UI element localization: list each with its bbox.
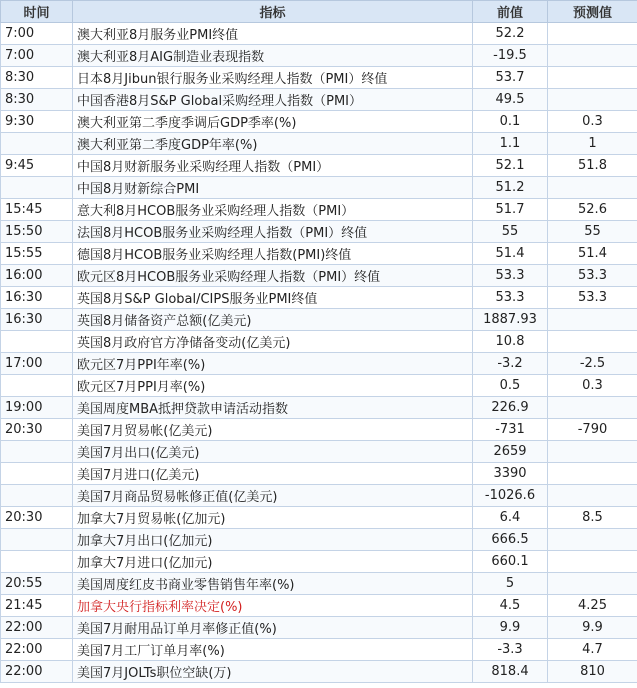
row-indicator: 美国7月耐用品订单月率修正值(%) [73,617,473,639]
table-row [1,639,637,661]
row-indicator: 欧元区7月PPI年率(%) [73,353,473,375]
row-previous: 666.5 [473,529,548,551]
row-indicator: 美国7月出口(亿美元) [73,441,473,463]
row-forecast: -2.5 [548,353,637,375]
row-previous: 53.3 [473,287,548,309]
row-indicator: 德国8月HCOB服务业采购经理人指数(PMI)终值 [73,243,473,265]
table-row [1,133,637,155]
row-previous: 5 [473,573,548,595]
table-row [1,551,637,573]
table-row [1,89,637,111]
header-previous: 前值 [473,1,548,23]
table-row [1,419,637,441]
table-row [1,265,637,287]
row-time [1,375,73,397]
row-time: 16:30 [1,287,73,309]
row-indicator: 欧元区8月HCOB服务业采购经理人指数（PMI）终值 [73,265,473,287]
row-time [1,551,73,573]
row-indicator: 美国7月JOLTs职位空缺(万) [73,661,473,683]
row-indicator: 欧元区7月PPI月率(%) [73,375,473,397]
row-indicator: 中国8月财新服务业采购经理人指数（PMI） [73,155,473,177]
row-previous: 52.2 [473,23,548,45]
row-forecast [548,89,637,111]
row-forecast [548,529,637,551]
row-time: 19:00 [1,397,73,419]
row-time: 16:30 [1,309,73,331]
row-time [1,485,73,507]
row-forecast: 52.6 [548,199,637,221]
row-indicator: 美国7月贸易帐(亿美元) [73,419,473,441]
row-previous: -19.5 [473,45,548,67]
row-forecast: 810 [548,661,637,683]
table-row [1,67,637,89]
row-time: 8:30 [1,67,73,89]
row-time: 22:00 [1,661,73,683]
row-forecast: -790 [548,419,637,441]
table-row [1,617,637,639]
row-forecast [548,441,637,463]
row-forecast: 51.8 [548,155,637,177]
row-time: 15:55 [1,243,73,265]
row-forecast: 8.5 [548,507,637,529]
row-previous: 51.7 [473,199,548,221]
table-row [1,595,637,617]
row-previous: 0.5 [473,375,548,397]
row-previous: 1887.93 [473,309,548,331]
row-forecast: 4.7 [548,639,637,661]
row-previous: 53.7 [473,67,548,89]
row-forecast: 1 [548,133,637,155]
row-time: 15:45 [1,199,73,221]
header-time: 时间 [1,1,73,23]
row-time: 16:00 [1,265,73,287]
row-indicator: 英国8月S&P Global/CIPS服务业PMI终值 [73,287,473,309]
row-forecast: 0.3 [548,375,637,397]
row-previous: 226.9 [473,397,548,419]
row-indicator: 英国8月政府官方净储备变动(亿美元) [73,331,473,353]
row-previous: 52.1 [473,155,548,177]
row-time: 22:00 [1,617,73,639]
table-header [1,1,637,23]
table-row [1,485,637,507]
table-row [1,177,637,199]
row-previous: 10.8 [473,331,548,353]
row-indicator: 美国7月进口(亿美元) [73,463,473,485]
row-time: 7:00 [1,45,73,67]
row-forecast: 0.3 [548,111,637,133]
table-row [1,155,637,177]
row-indicator: 美国周度MBA抵押贷款申请活动指数 [73,397,473,419]
row-indicator: 加拿大央行指标利率决定(%) [73,595,473,617]
table-row [1,507,637,529]
row-previous: 0.1 [473,111,548,133]
row-indicator: 加拿大7月出口(亿加元) [73,529,473,551]
row-indicator: 意大利8月HCOB服务业采购经理人指数（PMI） [73,199,473,221]
row-time: 21:45 [1,595,73,617]
row-time [1,463,73,485]
header-row [1,1,637,23]
row-previous: 2659 [473,441,548,463]
row-forecast [548,485,637,507]
row-previous: 55 [473,221,548,243]
table-row [1,309,637,331]
row-time [1,133,73,155]
row-previous: -3.3 [473,639,548,661]
header-forecast: 预测值 [548,1,637,23]
row-previous: 53.3 [473,265,548,287]
row-indicator: 加拿大7月进口(亿加元) [73,551,473,573]
row-indicator: 澳大利亚8月AIG制造业表现指数 [73,45,473,67]
row-time [1,331,73,353]
row-indicator: 澳大利亚第二季度GDP年率(%) [73,133,473,155]
row-time: 9:45 [1,155,73,177]
row-forecast: 4.25 [548,595,637,617]
table-row [1,375,637,397]
row-previous: 3390 [473,463,548,485]
header-indicator: 指标 [73,1,473,23]
table-row [1,661,637,683]
row-previous: 51.4 [473,243,548,265]
row-time: 17:00 [1,353,73,375]
row-previous: 660.1 [473,551,548,573]
row-time: 8:30 [1,89,73,111]
table-row [1,23,637,45]
row-previous: 1.1 [473,133,548,155]
row-forecast [548,397,637,419]
table-row [1,287,637,309]
row-forecast [548,463,637,485]
table-row [1,441,637,463]
row-indicator: 澳大利亚8月服务业PMI终值 [73,23,473,45]
row-previous: 818.4 [473,661,548,683]
row-time [1,529,73,551]
table-row [1,529,637,551]
row-forecast [548,67,637,89]
row-previous: 9.9 [473,617,548,639]
row-forecast: 9.9 [548,617,637,639]
row-previous: 4.5 [473,595,548,617]
row-forecast: 55 [548,221,637,243]
row-indicator: 中国香港8月S&P Global采购经理人指数（PMI） [73,89,473,111]
row-previous: 49.5 [473,89,548,111]
row-previous: 51.2 [473,177,548,199]
row-indicator: 美国7月工厂订单月率(%) [73,639,473,661]
row-forecast [548,177,637,199]
row-previous: 6.4 [473,507,548,529]
row-time: 20:55 [1,573,73,595]
row-time: 20:30 [1,507,73,529]
row-indicator: 美国周度红皮书商业零售销售年率(%) [73,573,473,595]
row-time [1,441,73,463]
table-row [1,221,637,243]
table-row [1,573,637,595]
row-time: 15:50 [1,221,73,243]
table-row [1,111,637,133]
row-time: 20:30 [1,419,73,441]
row-forecast [548,573,637,595]
table-row [1,45,637,67]
row-previous: -3.2 [473,353,548,375]
row-forecast: 51.4 [548,243,637,265]
row-indicator: 中国8月财新综合PMI [73,177,473,199]
row-forecast [548,23,637,45]
table-row [1,353,637,375]
row-forecast: 53.3 [548,265,637,287]
row-forecast [548,309,637,331]
row-time: 7:00 [1,23,73,45]
row-time: 9:30 [1,111,73,133]
row-time [1,177,73,199]
row-previous: -731 [473,419,548,441]
row-forecast [548,45,637,67]
row-indicator: 英国8月储备资产总额(亿美元) [73,309,473,331]
row-forecast [548,331,637,353]
table-row [1,463,637,485]
row-indicator: 加拿大7月贸易帐(亿加元) [73,507,473,529]
table-body [1,23,637,683]
row-time: 22:00 [1,639,73,661]
row-indicator: 澳大利亚第二季度季调后GDP季率(%) [73,111,473,133]
row-indicator: 日本8月Jibun银行服务业采购经理人指数（PMI）终值 [73,67,473,89]
row-previous: -1026.6 [473,485,548,507]
table-row [1,199,637,221]
table-row [1,397,637,419]
row-indicator: 美国7月商品贸易帐修正值(亿美元) [73,485,473,507]
row-forecast: 53.3 [548,287,637,309]
row-forecast [548,551,637,573]
table-row [1,243,637,265]
row-indicator: 法国8月HCOB服务业采购经理人指数（PMI）终值 [73,221,473,243]
table-row [1,331,637,353]
